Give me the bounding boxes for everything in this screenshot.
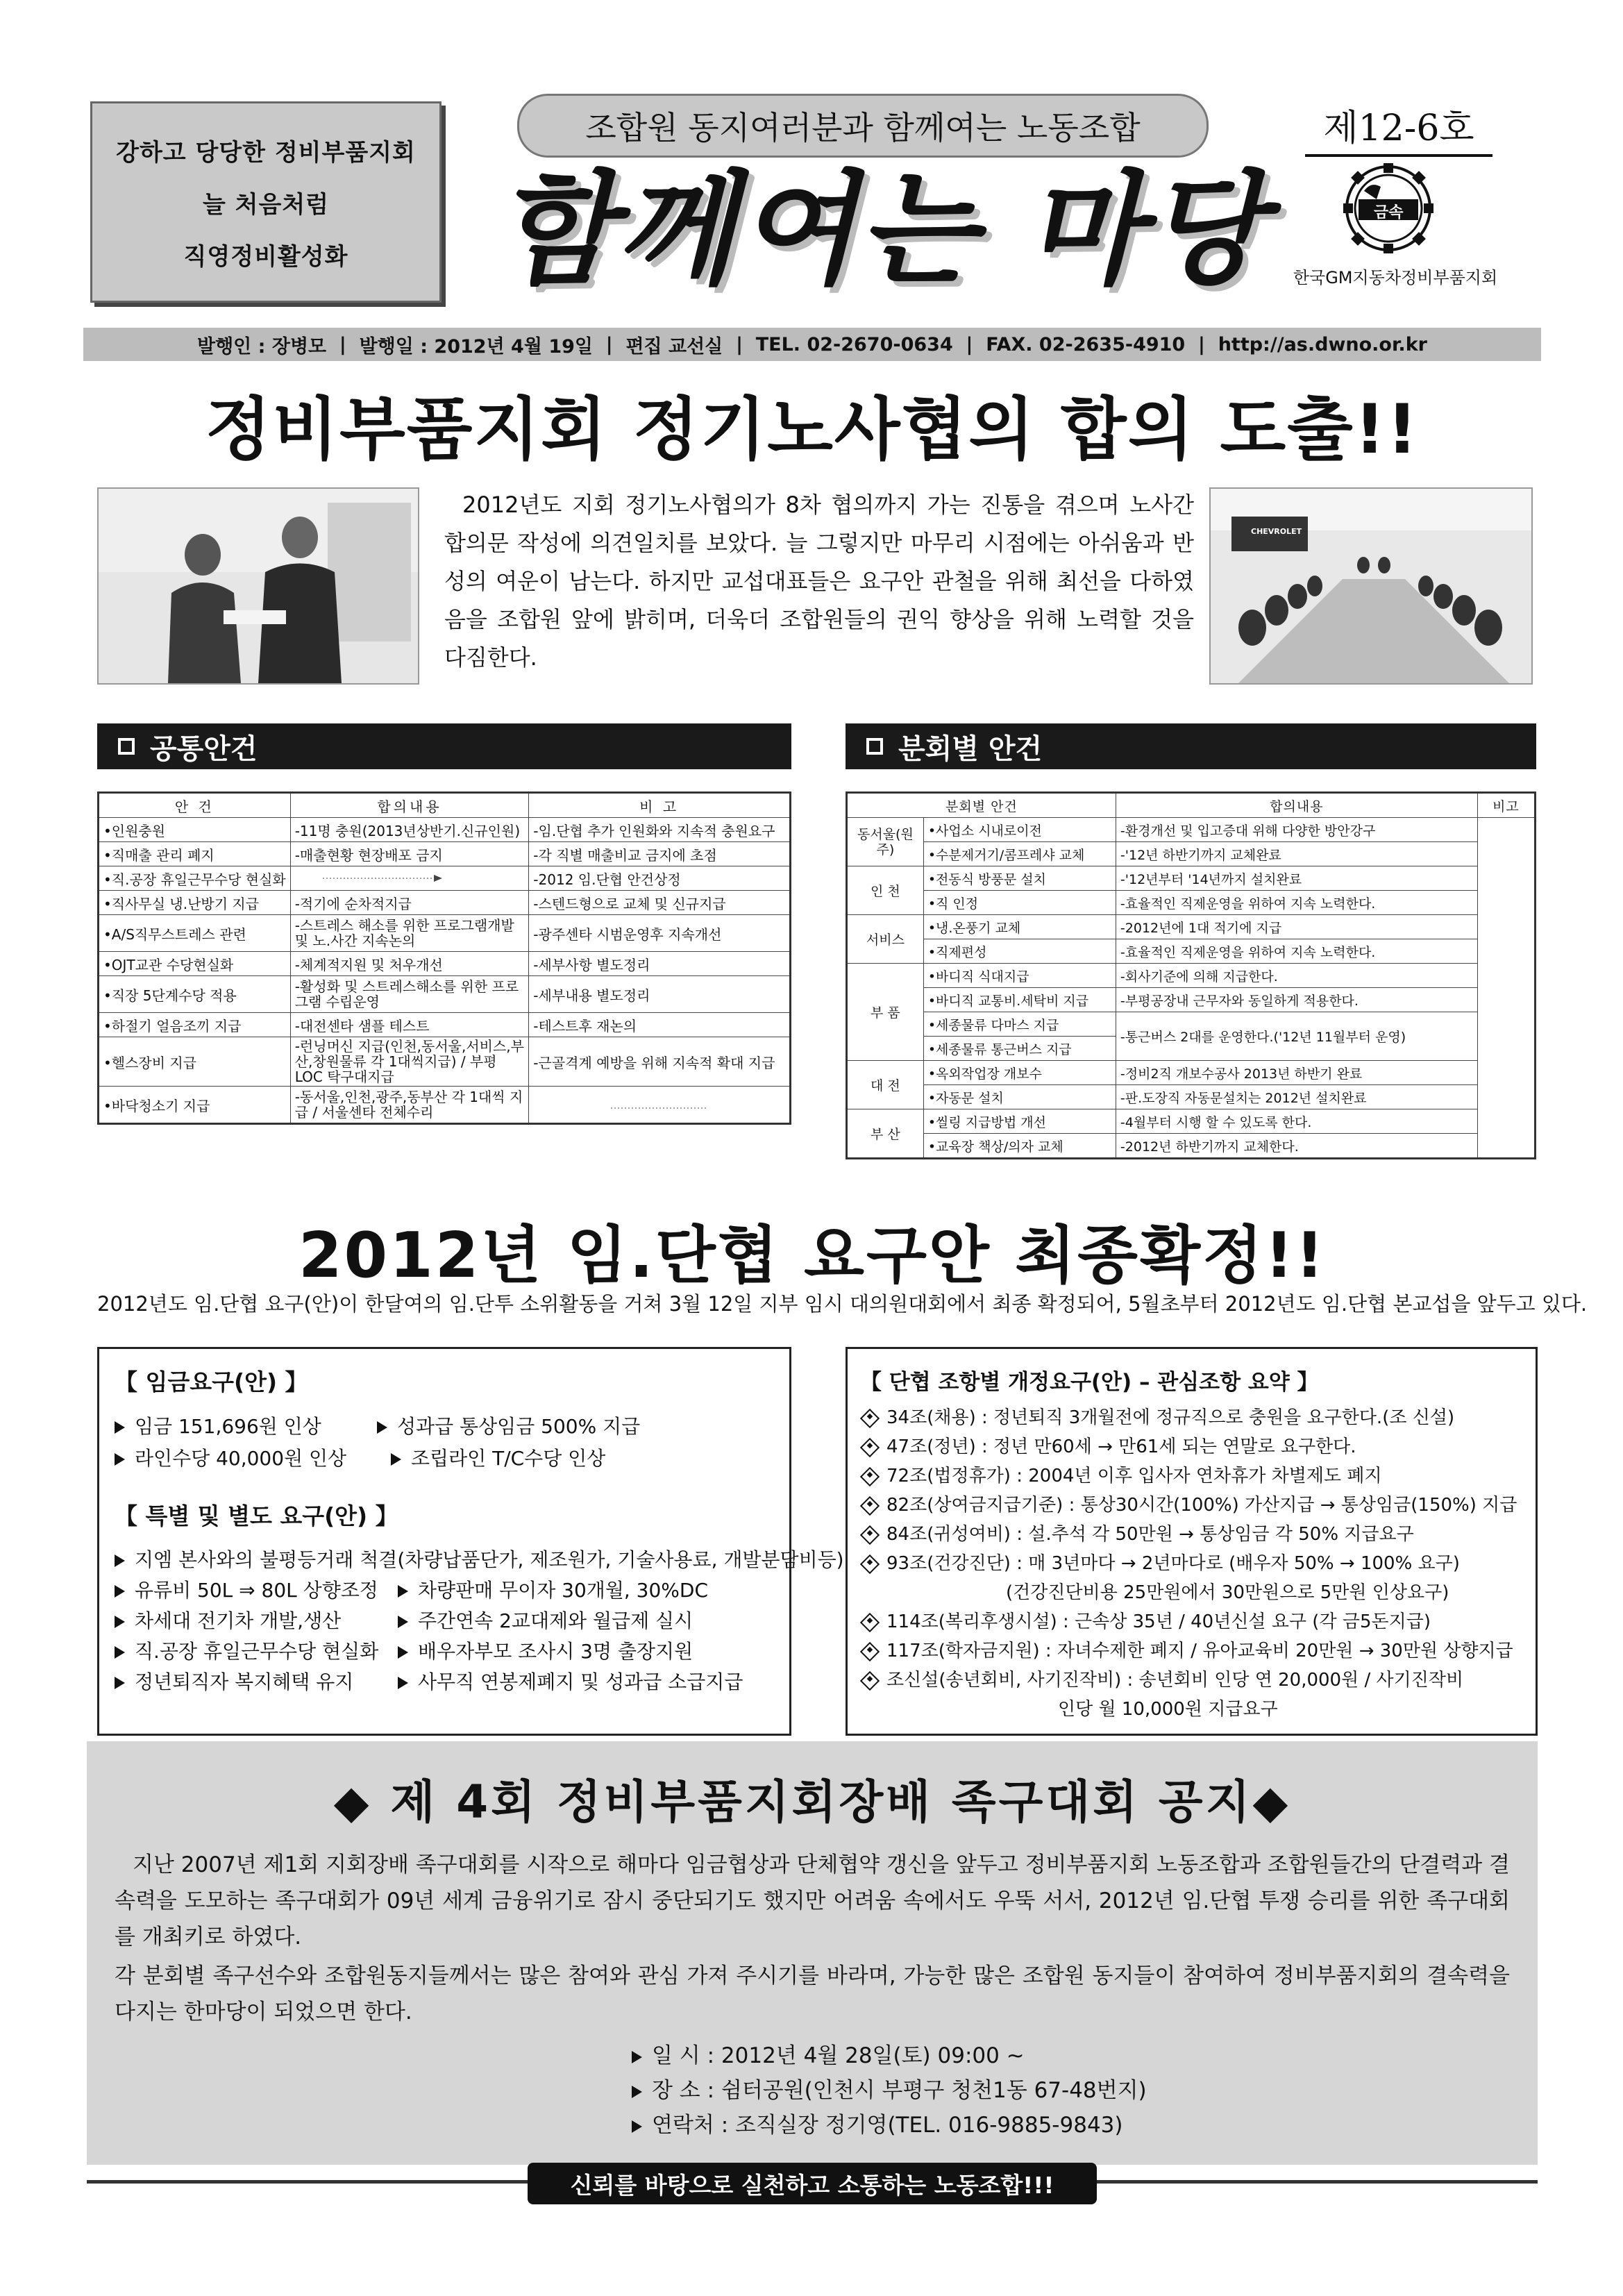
second-intro: 2012년도 임.단협 요구(안)이 한달여의 임.단투 소위활동을 거쳐 3월 12일 지부 임시 대의원대회에서 최종 확정되어, 5월초부터 2012년도 임.단협 본교섭을 앞두고 있다.: [97, 1292, 1588, 1316]
branch-name-cell: 서비스: [847, 915, 924, 964]
table-row: [99, 842, 791, 866]
table-cell: •세종물류 다마스 지급: [923, 1012, 1116, 1037]
table-cell: •직매출 관리 폐지: [99, 842, 291, 866]
table-cell: •세종물류 통근버스 지급: [923, 1037, 1116, 1061]
diamond-bullet-icon: [860, 1554, 880, 1573]
section-title: 공통안건: [150, 732, 258, 765]
table-cell: •옥외작업장 개보수: [923, 1061, 1116, 1085]
table-cell: -대전센타 샘플 테스트: [290, 1013, 529, 1037]
notice-contact: 연락처 : 조직실장 정기영(TEL. 016-9885-9843): [632, 2108, 1122, 2143]
triangle-bullet-icon: [632, 2120, 642, 2133]
table-cell: •바디직 식대지급: [923, 964, 1116, 988]
table-cell: -판.도장직 자동문설치는 2012년 설치완료: [1116, 1085, 1477, 1109]
triangle-bullet-icon: [115, 1677, 125, 1689]
table-cell: •헬스장비 지급: [99, 1037, 291, 1087]
branch-name: 한국GM지동차정비부품지회: [1293, 268, 1498, 287]
column-header: 비 고: [529, 793, 791, 818]
branch-name-cell: 부 품: [847, 964, 924, 1061]
table-cell: •직장 5단계수당 적용: [99, 976, 291, 1013]
branch-name-cell: 부 산: [847, 1109, 924, 1159]
footer-slogan: 신뢰를 바탕으로 실천하고 소통하는 노동조합!!!: [528, 2163, 1097, 2204]
common-agenda-header: [97, 723, 791, 769]
table-cell: •직사무실 냉.난방기 지급: [99, 891, 291, 915]
publication-info-bar: 발행인 : 장병모 | 발행일 : 2012년 4월 19일 | 편집 교선실 | TEL. 02-2670-0634 | FAX. 02-2635-4910 | http://as.dwno.or.kr: [83, 328, 1541, 361]
table-cell: -활성화 및 스트레스해소를 위한 프로그램 수립운영: [290, 976, 529, 1013]
triangle-bullet-icon: [398, 1646, 408, 1659]
table-cell: •OJT교관 수당현실화: [99, 952, 291, 976]
table-cell: -런닝머신 지급(인천,동서울,서비스,부산,창원물류 각 1대씩지급) / 부평 LOC 탁구대지급: [290, 1037, 529, 1087]
table-row: [99, 866, 791, 891]
soccer-tournament-notice: [87, 1741, 1538, 2165]
table-row: [847, 891, 1536, 915]
website-link[interactable]: http://as.dwno.or.kr: [1218, 333, 1427, 355]
list-item: 차세대 전기차 개발,생산: [115, 1606, 341, 1636]
notice-place: 장 소 : 쉼터공원(인천시 부평구 청천1동 67-48번지): [632, 2073, 1147, 2108]
table-row: [847, 939, 1536, 964]
table-cell: •씰링 지급방법 개선: [923, 1109, 1116, 1134]
table-cell: -근골격계 예방을 위해 지속적 확대 지급: [529, 1037, 791, 1087]
table-cell: -세부사항 별도정리: [529, 952, 791, 976]
table-cell: •직.공장 휴일근무수당 현실화: [99, 866, 291, 891]
list-item: 47조(정년) : 정년 만60세 → 만61세 되는 연말로 요구한다.: [860, 1432, 1533, 1461]
triangle-bullet-icon: [632, 2051, 642, 2063]
tanhyup-title: 【 단협 조항별 개정요구(안) – 관심조항 요약 】: [860, 1370, 1319, 1395]
table-row: [847, 1061, 1536, 1085]
triangle-bullet-icon: [632, 2086, 642, 2098]
table-row: [99, 1037, 791, 1087]
column-header: 분회별 안건: [847, 793, 1116, 818]
table-cell: -효율적인 직제운영을 위하여 지속 노력한다.: [1116, 939, 1477, 964]
table-cell: -스트레스 해소를 위한 프로그램개발 및 노.사간 지속논의: [290, 915, 529, 952]
list-item: 117조(학자금지원) : 자녀수제한 폐지 / 유아교육비 20만원 → 30만원 상향지급: [860, 1636, 1533, 1666]
tagline: 조합원 동지여러분과 함께여는 노동조합: [517, 94, 1209, 158]
triangle-bullet-icon: [115, 1453, 125, 1466]
special-title: 【 특별 및 별도 요구(안) 】: [115, 1502, 398, 1530]
table-cell: -환경개선 및 입고증대 위해 다양한 방안강구: [1116, 818, 1477, 842]
list-item: 72조(법정휴가) : 2004년 이후 입사자 연차휴가 차별제도 폐지: [860, 1461, 1533, 1491]
table-row: [847, 1134, 1536, 1159]
table-row: [847, 988, 1536, 1012]
table-cell: -적기에 순차적지급: [290, 891, 529, 915]
triangle-bullet-icon: [398, 1677, 408, 1689]
table-cell: -2012 임.단협 안건상정: [529, 866, 791, 891]
publisher: 발행인 : 장병모: [197, 335, 327, 358]
newspaper-title: 함께여는 마당: [496, 159, 1267, 301]
table-cell: [290, 866, 529, 891]
diamond-bullet-icon: [860, 1466, 880, 1486]
triangle-bullet-icon: [115, 1646, 125, 1659]
table-cell: -광주센타 시범운영후 지속개선: [529, 915, 791, 952]
wage-demand-box: [97, 1347, 844, 1736]
telephone: TEL. 02-2670-0634: [755, 333, 953, 355]
tanhyup-list: [860, 1403, 1533, 1724]
diamond-bullet-icon: [860, 1408, 880, 1427]
table-cell: -테스트후 재논의: [529, 1013, 791, 1037]
triangle-bullet-icon: [115, 1585, 125, 1598]
table-row: [847, 1012, 1536, 1037]
diamond-bullet-icon: [860, 1437, 880, 1457]
table-cell: •하절기 얼음조끼 지급: [99, 1013, 291, 1037]
list-item: 82조(상여금지급기준) : 통상30시간(100%) 가산지급 → 통상임금(150%) 지급: [860, 1491, 1533, 1520]
list-item: 차량판매 무이자 30개월, 30%DC: [398, 1575, 708, 1606]
table-cell: -2012년에 1대 적기에 지급: [1116, 915, 1477, 939]
main-headline: 정비부품지회 정기노사협의 합의 도출!!: [205, 390, 1420, 469]
list-item: 정년퇴직자 복지혜택 유지: [115, 1667, 353, 1698]
slogan-line: 늘 처음처럼: [202, 190, 330, 219]
table-cell: •냉.온풍기 교체: [923, 915, 1116, 939]
notice-date: 일 시 : 2012년 4월 28일(토) 09:00 ~: [632, 2038, 1025, 2073]
list-item: 조립라인 T/C수당 인상: [391, 1443, 605, 1474]
list-item: 114조(복리후생시설) : 근속상 35년 / 40년신설 요구 (각 금5돈지급): [860, 1607, 1533, 1636]
table-cell: -부평공장내 근무자와 동일하게 적용한다.: [1116, 988, 1477, 1012]
list-item: 93조(건강진단) : 매 3년마다 → 2년마다로 (배우자 50% → 100% 요구): [860, 1549, 1533, 1578]
table-cell: -11명 충원(2013년상반기.신규인원): [290, 818, 529, 842]
diamond-bullet-icon: [860, 1495, 880, 1515]
table-cell: [529, 1087, 791, 1124]
list-item: 84조(귀성여비) : 설.추석 각 50만원 → 통상임금 각 50% 지급요구: [860, 1520, 1533, 1549]
table-row: [99, 976, 791, 1013]
dotted-line-icon: [611, 1107, 708, 1109]
table-row: [99, 952, 791, 976]
table-cell: -회사기준에 의해 지급한다.: [1116, 964, 1477, 988]
table-row: [99, 1013, 791, 1037]
union-logo-icon: [1343, 163, 1433, 253]
table-cell: -임.단협 추가 인원화와 지속적 충원요구: [529, 818, 791, 842]
table-cell: -체계적지원 및 처우개선: [290, 952, 529, 976]
table-row: [847, 1085, 1536, 1109]
meeting-photo: [1209, 487, 1533, 685]
diamond-bullet-icon: [860, 1525, 880, 1544]
list-item: 지엠 본사와의 불평등거래 척결(차량납품단가, 제조원가, 기술사용료, 개발분담비등): [115, 1545, 844, 1575]
list-item: 사무직 연봉제폐지 및 성과급 소급지급: [398, 1667, 743, 1698]
table-cell: •바닥청소기 지급: [99, 1087, 291, 1124]
remarks-cell: [1477, 818, 1535, 1159]
table-cell: •자동문 설치: [923, 1085, 1116, 1109]
table-cell: -동서울,인천,광주,동부산 각 1대씩 지급 / 서울센타 전체수리: [290, 1087, 529, 1124]
table-cell: •수분제거기/콤프레샤 교체: [923, 842, 1116, 866]
table-row: [99, 818, 791, 842]
square-bullet-icon: [118, 738, 135, 755]
wage-title: 【 임금요구(안) 】: [115, 1368, 308, 1396]
table-cell: •사업소 시내로이전: [923, 818, 1116, 842]
notice-paragraph: 지난 2007년 제1회 지회장배 족구대회를 시작으로 해마다 임금협상과 단체협약 갱신을 앞두고 정비부품지회 노동조합과 조합원들간의 단결력과 결속력을 도모하는 족구대회가 09년 세계 금융위기로 잠시 중단되기도 했지만 어려움 속에서도 우뚝 서서, 2012년 임.단협 투쟁 승리를 위한 족구대회를 개최키로 하였다.: [115, 1852, 1510, 1950]
list-item: 조신설(송년회비, 사기진작비) : 송년회비 인당 연 20,000원 / 사기진작비: [860, 1666, 1533, 1695]
section-title: 분회별 안건: [898, 732, 1043, 765]
list-item: 유류비 50L ⇒ 80L 상향조정: [115, 1575, 378, 1606]
table-cell: •인원충원: [99, 818, 291, 842]
table-row: [99, 915, 791, 952]
column-header: 비고: [1477, 793, 1535, 818]
branch-agenda-header: [846, 723, 1536, 769]
table-row: [99, 1087, 791, 1124]
list-item: 직.공장 휴일근무수당 현실화: [115, 1636, 378, 1667]
slogan-line: 직영정비활성화: [183, 242, 348, 271]
triangle-bullet-icon: [377, 1421, 387, 1434]
slogan-line: 강하고 당당한 정비부품지회: [116, 138, 416, 167]
table-cell: •직제편성: [923, 939, 1116, 964]
fax: FAX. 02-2635-4910: [986, 333, 1186, 355]
column-header: 안 건: [99, 793, 291, 818]
square-bullet-icon: [866, 738, 883, 755]
table-cell: -매출현황 현장배포 금지: [290, 842, 529, 866]
slogan-box: [90, 101, 442, 303]
table-row: [99, 891, 791, 915]
table-cell: -2012년 하반기까지 교체한다.: [1116, 1134, 1477, 1159]
table-cell: •바디직 교통비.세탁비 지급: [923, 988, 1116, 1012]
second-headline: 2012년 임.단협 요구안 최종확정!!: [298, 1219, 1327, 1292]
triangle-bullet-icon: [398, 1616, 408, 1628]
table-row: [847, 964, 1536, 988]
table-row: [847, 915, 1536, 939]
notice-paragraph: 각 분회별 족구선수와 조합원동지들께서는 많은 참여와 관심 가져 주시기를 바라며, 가능한 많은 조합원 동지들이 참여하여 정비부품지회의 결속력을 다지는 한마당이 되었으면 한다.: [115, 1963, 1510, 2025]
table-cell: -통근버스 2대를 운영한다.('12년 11월부터 운영): [1116, 1012, 1477, 1061]
editor: 편집 교선실: [625, 335, 723, 358]
logo-text: 금속: [1374, 204, 1404, 221]
table-row: [847, 1109, 1536, 1134]
branch-name-cell: 대 전: [847, 1061, 924, 1109]
diamond-bullet-icon: [860, 1670, 880, 1690]
handshake-photo: [97, 487, 419, 685]
triangle-bullet-icon: [398, 1585, 408, 1598]
table-row: [847, 818, 1536, 842]
triangle-bullet-icon: [115, 1616, 125, 1628]
table-cell: -효율적인 직제운영을 위하여 지속 노력한다.: [1116, 891, 1477, 915]
notice-title: ◆ 제 4회 정비부품지회장배 족구대회 공지◆: [333, 1775, 1291, 1829]
table-cell: •A/S직무스트레스 관련: [99, 915, 291, 952]
column-header: 합의내용: [1116, 793, 1477, 818]
list-item-continuation: 인당 월 10,000원 지급요구: [1058, 1699, 1278, 1720]
branch-agenda-table: [846, 791, 1536, 1159]
triangle-bullet-icon: [115, 1555, 125, 1567]
table-cell: •전동식 방풍문 설치: [923, 866, 1116, 891]
triangle-bullet-icon: [115, 1421, 125, 1434]
branch-name-cell: 인 천: [847, 866, 924, 915]
table-cell: -스텐드형으로 교체 및 신규지급: [529, 891, 791, 915]
list-item-continuation: (건강진단비용 25만원에서 30만원으로 5만원 인상요구): [1006, 1582, 1449, 1603]
list-item: 배우자부모 조사시 3명 출장지원: [398, 1636, 693, 1667]
table-cell: -세부내용 별도정리: [529, 976, 791, 1013]
table-cell: -정비2직 개보수공사 2013년 하반기 완료: [1116, 1061, 1477, 1085]
column-header: 합의내용: [290, 793, 529, 818]
list-item: 34조(채용) : 정년퇴직 3개월전에 정규직으로 충원을 요구한다.(조 신설): [860, 1403, 1533, 1432]
table-cell: -'12년 하반기까지 교체완료: [1116, 842, 1477, 866]
tanhyup-demand-box: [846, 1347, 1538, 1736]
list-item: 주간연속 2교대제와 월급제 실시: [398, 1606, 693, 1636]
lead-paragraph: 2012년도 지회 정기노사협의가 8차 협의까지 가는 진통을 겪으며 노사간 합의문 작성에 의견일치를 보았다. 늘 그렇지만 마무리 시점에는 아쉬움과 반성의 여운이 남는다. 하지만 교섭대표들은 요구안 관철을 위해 최선을 다하였음을 조합원 앞에 밝히며, 더욱더 조합원들의 권익 향상을 위해 노력할 것을 다짐한다.: [444, 492, 1194, 671]
list-item: 임금 151,696원 인상: [115, 1411, 321, 1442]
table-row: [847, 842, 1536, 866]
list-item: 성과급 통상임금 500% 지급: [377, 1411, 640, 1442]
issue-number: 제12-6호: [1305, 104, 1492, 157]
dotted-arrow-icon: [295, 873, 448, 883]
table-cell: •교육장 책상/의자 교체: [923, 1134, 1116, 1159]
publish-date: 발행일 : 2012년 4월 19일: [359, 335, 593, 358]
triangle-bullet-icon: [391, 1453, 401, 1466]
table-cell: -각 직별 매출비교 금지에 초점: [529, 842, 791, 866]
diamond-bullet-icon: [860, 1641, 880, 1661]
table-cell: -'12년부터 '14년까지 설치완료: [1116, 866, 1477, 891]
branch-name-cell: 동서울(원주): [847, 818, 924, 866]
list-item: 라인수당 40,000원 인상: [115, 1443, 346, 1474]
table-cell: •직 인정: [923, 891, 1116, 915]
table-cell: -4월부터 시행 할 수 있도록 한다.: [1116, 1109, 1477, 1134]
table-row: [847, 866, 1536, 891]
photo-banner-text: CHEVROLET: [1251, 527, 1302, 536]
diamond-bullet-icon: [860, 1612, 880, 1632]
common-agenda-table: [97, 791, 791, 1125]
